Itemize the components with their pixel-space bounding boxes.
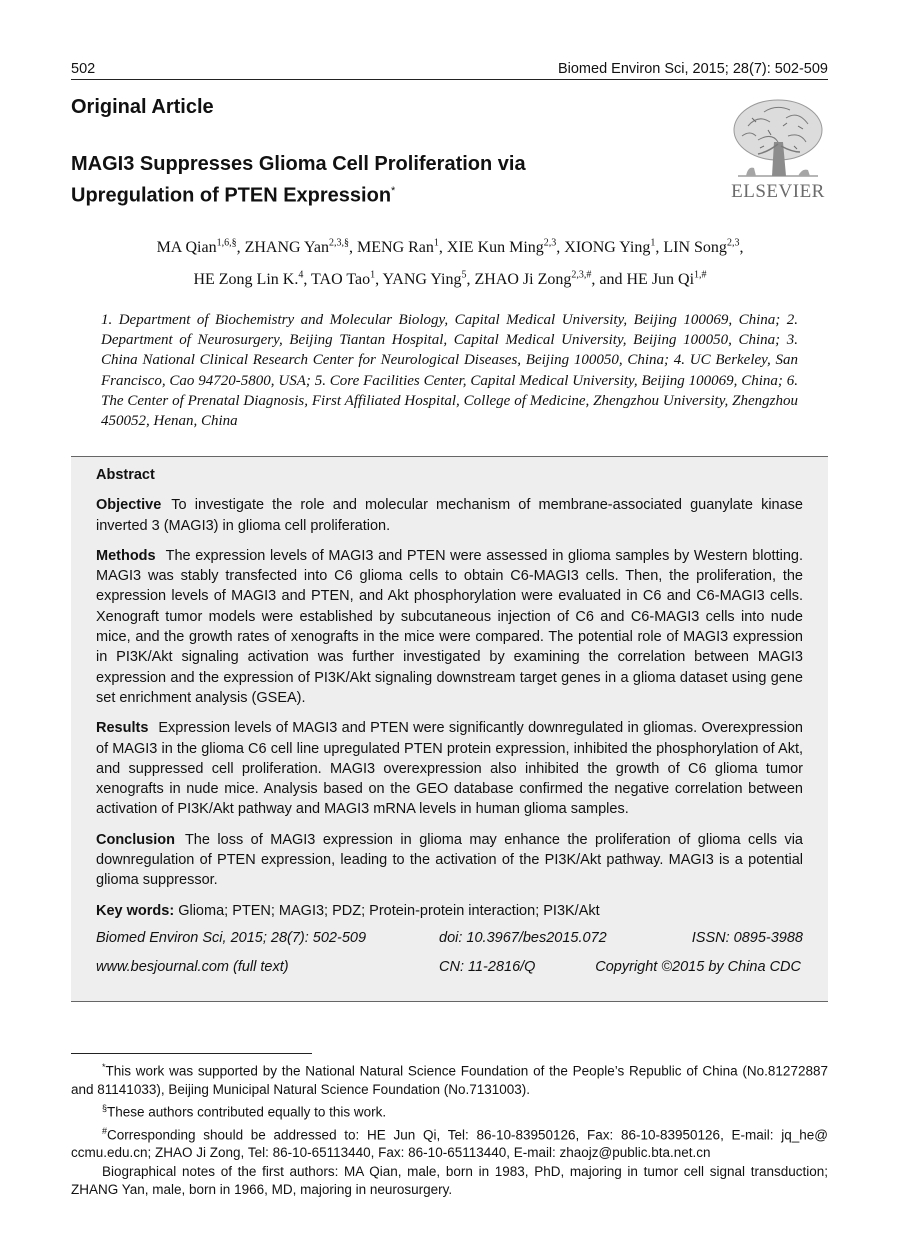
abstract-conclusion bbox=[96, 830, 803, 891]
footnotes bbox=[71, 1058, 828, 1199]
running-header bbox=[71, 61, 828, 80]
correspondence-note: #Corresponding should be addressed to: HE Jun Qi, Tel: 86-10-83950126, Fax: 86-10-83950126, E-mail: jq_he@ ccmu.edu.cn; ZHAO Ji Zong, Tel: 86-10-65113440, Fax: 86-10-65113440, E-mail: zhaojz@public.bta.net.cn bbox=[71, 1125, 828, 1161]
keywords bbox=[96, 901, 803, 921]
journal-info-row bbox=[96, 950, 803, 979]
cn-number: CN: 11-2816/Q bbox=[439, 958, 536, 975]
author: XIONG Ying$^1$, bbox=[564, 238, 664, 257]
author: TAO Tao$^1$, bbox=[311, 269, 383, 288]
issn: ISSN: 0895-3988 bbox=[691, 929, 803, 946]
title-line-1: MAGI3 Suppresses Glioma Cell Proliferation via bbox=[71, 153, 526, 175]
author: MENG Ran$^1$, bbox=[357, 238, 447, 257]
article-title bbox=[71, 151, 631, 210]
footnote-divider bbox=[71, 1053, 312, 1054]
publisher-logo-word: ELSEVIER bbox=[731, 181, 825, 202]
abstract-results bbox=[96, 718, 803, 819]
author: HE Jun $Qi^{1,\#}$ bbox=[626, 269, 707, 288]
affiliations: 1. Department of Biochemistry and Molecular Biology, Capital Medical University, Beijing 100069, China; 2. Department of Neurosurgery, Beijing Tiantan Hospital, Capital Medical University, Beijing 100050, China; 3. China National Clinical Research Center for Neurological Diseases, Beijing 100050, China; 4. UC Berkeley, San Francisco, Cao 94720-5800, USA; 5. Core Facilities Center, Capital Medical University, Beijing 100069, China; 6. The Center of Prenatal Diagnosis, First Affiliated Hospital, College of Medicine, Zhengzhou University, Zhengzhou 450052, Henan, China bbox=[101, 312, 798, 430]
abstract-heading: Abstract bbox=[96, 467, 155, 483]
website: www.besjournal.com (full text) bbox=[96, 958, 289, 975]
publisher-logo bbox=[728, 96, 828, 202]
author: XIE Kun Ming$^{2,3}$, bbox=[446, 238, 565, 257]
author-list bbox=[100, 230, 800, 293]
author: LIN Song$^{2,3}$, bbox=[663, 238, 744, 257]
page-number: 502 bbox=[71, 61, 96, 77]
author: ZHAO Ji Zong$^{2,3,\#}$, and bbox=[474, 269, 627, 288]
doi: doi: 10.3967/bes2015.072 bbox=[439, 929, 607, 946]
citation-row bbox=[96, 921, 803, 950]
article-type: Original Article bbox=[71, 96, 214, 118]
biographical-note: Biographical notes of the first authors: MA Qian, male, born in 1983, PhD, majoring in tumor cell signal transduction; ZHANG Yan, male, born in 1966, MD, majoring in neurosurgery. bbox=[71, 1163, 828, 1197]
author: HE Zong Lin K.$^4$, bbox=[193, 269, 312, 288]
tree-logo-icon bbox=[728, 96, 828, 180]
results-label: Results bbox=[96, 720, 149, 737]
conclusion-label: Conclusion bbox=[96, 831, 175, 848]
funding-note: *This work was supported by the National Natural Science Foundation of the People’s Republic of China (No.81272887 and 81141033), Beijing Municipal Natural Science Foundation (No.7131003). bbox=[71, 1062, 828, 1097]
conclusion-text: The loss of MAGI3 expression in glioma may enhance the proliferation of glioma cells via downregulation of PTEN expression, leading to the activation of the PI3K/Akt pathway. MAGI3 is a potential glioma suppressor. bbox=[96, 831, 803, 889]
methods-text: The expression levels of MAGI3 and PTEN were assessed in glioma samples by Western blotting. MAGI3 was stably transfected into C6 glioma cells to obtain C6-MAGI3 cells. Then, the proliferation, the expression levels of MAGI3 and PTEN, and Akt phosphorylation were evaluated in C6 and C6-MAGI3 cells. Xenograft tumor models were established by subcutaneous injection of C6 and C6-MAGI3 cells into nude mice, and the growth rates of xenografts in the mice were compared. The potential role of MAGI3 expression in PI3K/Akt signaling activation was further investigated by examining the correlation between MAGI3 expression and the expression of PI3K/Akt signaling downstream target genes in a glioma dataset using gene set enrichment analysis (GSEA). bbox=[96, 547, 803, 706]
author: YANG Ying$^5$, bbox=[382, 269, 475, 288]
author: MA Qian$^{1,6,\S}$, bbox=[156, 238, 245, 257]
journal-reference: Biomed Environ Sci, 2015; 28(7): 502-509 bbox=[557, 61, 828, 77]
title-footnote-mark: * bbox=[391, 185, 396, 197]
objective-label: Objective bbox=[96, 497, 162, 514]
objective-text: To investigate the role and molecular mechanism of membrane-associated guanylate kinase inverted 3 (MAGI3) in glioma cell proliferation. bbox=[96, 497, 803, 534]
keywords-label: Key words: bbox=[96, 902, 175, 919]
citation: Biomed Environ Sci, 2015; 28(7): 502-509 bbox=[96, 929, 367, 946]
title-line-2: Upregulation of PTEN Expression bbox=[71, 184, 392, 207]
copyright: Copyright ©2015 by China CDC bbox=[595, 958, 801, 975]
equal-contribution-note: §These authors contributed equally to this work. bbox=[102, 1102, 387, 1120]
methods-label: Methods bbox=[96, 547, 156, 564]
author: ZHANG Yan$^{2,3,\S}$, bbox=[244, 238, 358, 257]
abstract-box bbox=[71, 456, 828, 1002]
abstract-objective bbox=[96, 495, 803, 536]
results-text: Expression levels of MAGI3 and PTEN were significantly downregulated in gliomas. Overexpression of MAGI3 in the glioma C6 cell line upregulated PTEN protein expression, inhibited the phosphorylation of Akt, and suppressed cell proliferation. MAGI3 overexpression also inhibited the growth of C6 glioma tumor xenografts in nude mice. Analysis based on the GEO database confirmed the negative correlation between activation of PI3K/Akt pathway and MAGI3 mRNA levels in human glioma samples. bbox=[96, 720, 803, 818]
keywords-text: Glioma; PTEN; MAGI3; PDZ; Protein-protein interaction; PI3K/Akt bbox=[178, 902, 600, 919]
abstract-methods bbox=[96, 546, 803, 708]
